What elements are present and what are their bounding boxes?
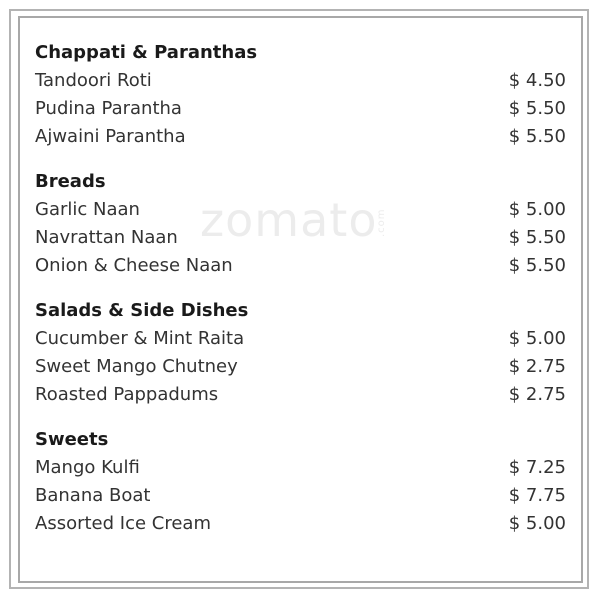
item-name: Ajwaini Parantha bbox=[35, 126, 186, 147]
menu-item bbox=[35, 325, 566, 353]
item-price: $ 7.75 bbox=[508, 485, 566, 506]
item-name: Cucumber & Mint Raita bbox=[35, 328, 245, 349]
section-salads-side-dishes bbox=[35, 296, 566, 409]
section-sweets bbox=[35, 425, 566, 538]
item-name: Roasted Pappadums bbox=[35, 384, 219, 405]
item-price: $ 5.50 bbox=[508, 227, 566, 248]
item-name: Mango Kulfi bbox=[35, 457, 140, 478]
item-price: $ 4.50 bbox=[508, 70, 566, 91]
menu-item bbox=[35, 224, 566, 252]
item-name: Sweet Mango Chutney bbox=[35, 356, 238, 377]
item-price: $ 5.50 bbox=[508, 126, 566, 147]
watermark-suffix: .com bbox=[376, 208, 388, 237]
item-name: Banana Boat bbox=[35, 485, 151, 506]
item-name: Pudina Parantha bbox=[35, 98, 182, 119]
item-price: $ 5.00 bbox=[508, 513, 566, 534]
item-name: Navrattan Naan bbox=[35, 227, 178, 248]
item-price: $ 5.50 bbox=[508, 255, 566, 276]
section-breads bbox=[35, 167, 566, 280]
menu-item bbox=[35, 510, 566, 538]
menu-item bbox=[35, 196, 566, 224]
item-name: Garlic Naan bbox=[35, 199, 140, 220]
item-price: $ 5.50 bbox=[508, 98, 566, 119]
item-price: $ 2.75 bbox=[508, 384, 566, 405]
section-chappati-paranthas bbox=[35, 38, 566, 151]
menu-item bbox=[35, 482, 566, 510]
item-name: Onion & Cheese Naan bbox=[35, 255, 233, 276]
section-title: Breads bbox=[35, 171, 106, 192]
item-name: Tandoori Roti bbox=[35, 70, 152, 91]
menu-item bbox=[35, 454, 566, 482]
section-title: Salads & Side Dishes bbox=[35, 300, 249, 321]
menu-item bbox=[35, 67, 566, 95]
menu-item bbox=[35, 95, 566, 123]
menu-item bbox=[35, 381, 566, 409]
menu-item bbox=[35, 123, 566, 151]
item-price: $ 5.00 bbox=[508, 199, 566, 220]
menu bbox=[35, 38, 566, 554]
item-price: $ 5.00 bbox=[508, 328, 566, 349]
menu-item bbox=[35, 252, 566, 280]
menu-item bbox=[35, 353, 566, 381]
section-title: Chappati & Paranthas bbox=[35, 42, 258, 63]
section-title: Sweets bbox=[35, 429, 109, 450]
watermark-text: zomato bbox=[200, 193, 378, 247]
item-price: $ 7.25 bbox=[508, 457, 566, 478]
item-price: $ 2.75 bbox=[508, 356, 566, 377]
item-name: Assorted Ice Cream bbox=[35, 513, 211, 534]
